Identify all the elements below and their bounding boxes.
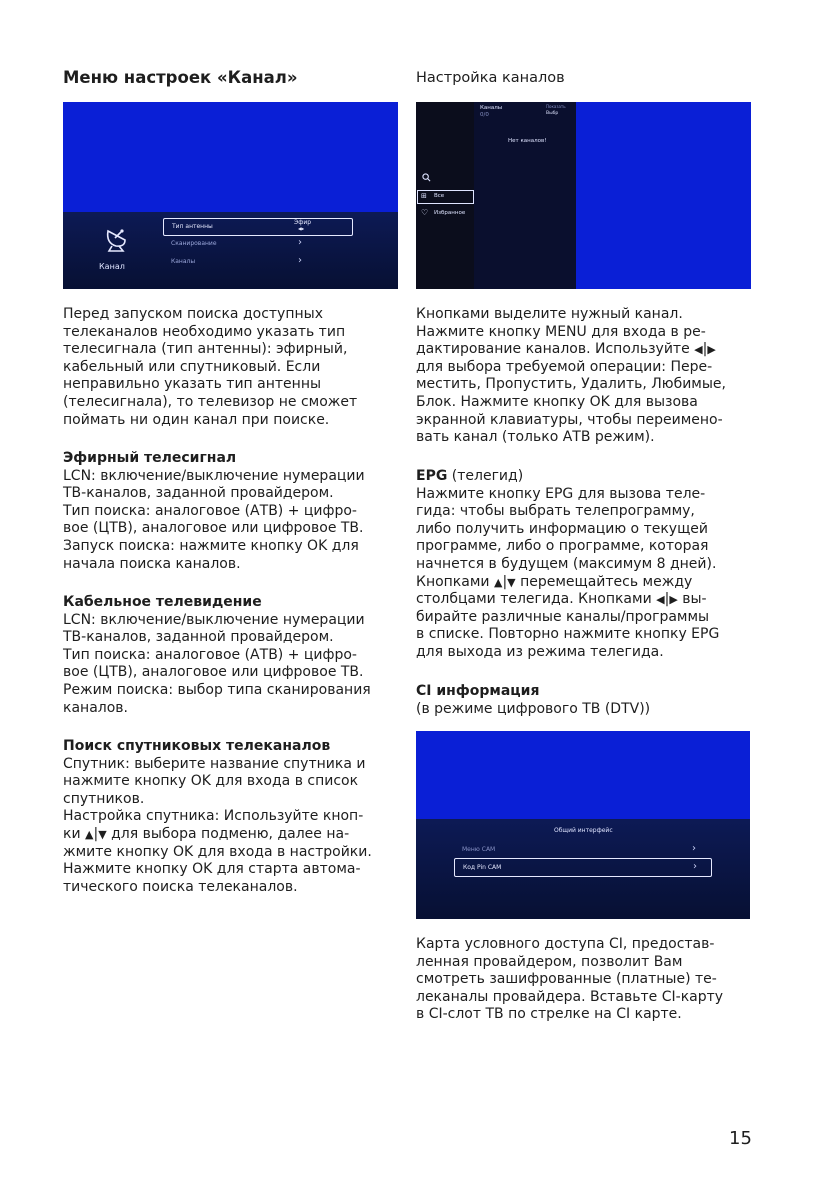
text-line: в списке. Повторно нажмите кнопку EPG [416,626,720,643]
section-title: Настройка каналов [416,70,565,86]
menu-row-channels[interactable] [163,254,351,270]
text-line: вать канал (только АТВ режим). [416,429,655,446]
channel-setup-screenshot [416,102,751,289]
intro-paragraph [63,306,357,429]
down-arrow-icon: ▼ [98,827,107,841]
down-arrow-icon: ▼ [507,575,516,589]
text-line: бирайте различные каналы/программы [416,608,710,625]
option-select[interactable]: Выбр [546,111,559,116]
text-line: кабельный или спутниковый. Если [63,358,321,375]
menu-row-value: Эфир [294,219,312,226]
text-line: ТВ-каналов, заданной провайдером. [63,629,334,646]
subsection-heading: EPG (телегид) [416,468,524,484]
text-line: начнется в будущем (максимум 8 дней). [416,555,717,572]
no-channels-message: Нет каналов! [508,138,547,144]
text-line: Блок. Нажмите кнопку OK для вызова [416,393,698,410]
list-header: Каналы [480,105,503,111]
grid-icon: ⊞ [421,192,427,200]
section-title: Меню настроек «Канал» [63,68,298,87]
menu-row-antenna-type[interactable] [163,218,353,236]
option-show[interactable]: Показать [546,104,566,109]
epg-section [416,468,719,662]
text-line: Режим поиска: выбор типа сканирования [63,681,371,698]
text-line: начала поиска каналов. [63,555,241,572]
text-line: нажмите кнопку OK для входа в список [63,773,359,790]
ci-card-paragraph [416,936,723,1024]
text-line: вое (ЦТВ), аналоговое или цифровое ТВ. [63,520,364,537]
up-arrow-icon: ▲ [85,827,94,841]
text-line: поймать ни один канал при поиске. [63,411,330,428]
text-line: ленная провайдером, позволит Вам [416,953,683,970]
air-signal-section [63,450,365,573]
menu-row-label: Сканирование [171,240,217,247]
text-line: телеканалов необходимо указать тип [63,323,346,340]
channel-edit-paragraph [416,306,726,447]
separator: | [93,825,99,842]
cable-tv-section [63,594,371,717]
text-line: леканалы провайдера. Вставьте CI-карту [416,988,724,1005]
ci-row-cam-menu[interactable] [454,841,710,858]
chevron-right-icon: › [298,237,302,248]
page-number: 15 [729,1128,752,1149]
satellite-dish-icon [103,226,129,252]
text-line: Настройка спутника: Используйте кноп- [63,808,364,825]
text-line: жмите кнопку OK для входа в настройки. [63,843,372,860]
up-arrow-icon: ▲ [493,575,503,589]
search-icon [422,173,431,182]
text-line: Запуск поиска: нажмите кнопку OK для [63,537,359,554]
left-arrow-icon: ◀ [694,343,703,357]
text-line: программе, либо о программе, которая [416,538,709,555]
right-arrow-icon: ▶ [669,593,678,607]
text-line: LCN: включение/выключение нумерации [63,611,365,628]
text-line: (в режиме цифрового ТВ (DTV)) [416,700,651,717]
satellite-search-section [63,738,372,896]
sidebar-item-favorites[interactable]: Избранное [434,210,466,216]
ci-panel-title: Общий интерфейс [554,827,613,834]
text-line: ки ▲|▼ для выбора подменю, далее на- [63,825,350,842]
text-line: каналов. [63,699,128,716]
separator: | [502,573,508,590]
menu-row-label: Тип антенны [172,223,213,230]
value-arrows-icon: ◀▶ [298,226,305,231]
subsection-heading: Поиск спутниковых телеканалов [63,738,331,754]
ci-row-pin-cam[interactable] [454,858,712,877]
channel-menu-screenshot [63,102,398,289]
left-arrow-icon: ◀ [656,593,665,607]
text-line: Перед запуском поиска доступных [63,306,323,322]
text-line: гида: чтобы выбрать телепрограмму, [416,503,695,520]
text-line: спутников. [63,790,145,807]
subsection-heading: CI информация [416,683,540,699]
text-line: экранной клавиатуры, чтобы переимено- [416,411,723,428]
text-line: в CI-слот ТВ по стрелке на CI карте. [416,1006,682,1023]
subsection-heading: Эфирный телесигнал [63,450,237,466]
chevron-right-icon: › [693,861,697,872]
separator: | [702,341,708,358]
chevron-right-icon: › [298,255,302,266]
text-line: тического поиска телеканалов. [63,878,298,895]
channel-section-label: Канал [99,262,125,271]
text-line: столбцами телегида. Кнопками ◀|▶ вы- [416,591,707,608]
separator: | [664,591,670,608]
text-line: Тип поиска: аналоговое (АТВ) + цифро- [63,646,357,663]
text-line: неправильно указать тип антенны [63,376,322,393]
text-line: местить, Пропустить, Удалить, Любимые, [416,376,726,393]
sidebar-menu [416,102,474,289]
chevron-right-icon: › [692,843,696,854]
text-line: Нажмите кнопку MENU для входа в ре- [416,323,706,340]
text-line: для выбора требуемой операции: Пере- [416,358,713,375]
text-line: телесигнала (тип антенны): эфирный, [63,341,348,358]
ci-interface-screenshot [416,731,750,919]
text-line: вое (ЦТВ), аналоговое или цифровое ТВ. [63,664,364,681]
ci-row-label: Меню CAM [462,846,496,853]
heart-icon: ♡ [421,208,429,217]
text-line: Кнопками выделите нужный канал. [416,306,683,322]
text-line: Карта условного доступа CI, предостав- [416,936,715,952]
text-line: Тип поиска: аналоговое (АТВ) + цифро- [63,502,357,519]
ci-info-heading [416,683,650,718]
text-line: Кнопками ▲|▼ перемещайтесь между [416,573,693,590]
text-line: ТВ-каналов, заданной провайдером. [63,485,334,502]
text-line: Нажмите кнопку EPG для вызова теле- [416,485,706,502]
text-line: (телесигнала), то телевизор не сможет [63,393,358,410]
subsection-heading: Кабельное телевидение [63,594,262,610]
text-line: смотреть зашифрованные (платные) те- [416,971,717,988]
text-line: LCN: включение/выключение нумерации [63,467,365,484]
channel-list-panel [474,102,576,289]
text-line: либо получить информацию о текущей [416,520,708,537]
text-line: для выхода из режима телегида. [416,643,664,660]
text-line: дактирование каналов. Используйте ◀|▶ [416,341,716,358]
menu-row-label: Каналы [171,258,196,265]
right-arrow-icon: ▶ [707,343,716,357]
sidebar-item-all[interactable]: Все [434,193,445,199]
text-line: Нажмите кнопку OK для старта автома- [63,861,361,878]
ci-row-label: Код Pin CAM [463,864,502,871]
channel-count: 0/0 [480,112,489,118]
menu-row-scanning[interactable] [163,236,351,252]
text-line: Спутник: выберите название спутника и [63,755,366,772]
